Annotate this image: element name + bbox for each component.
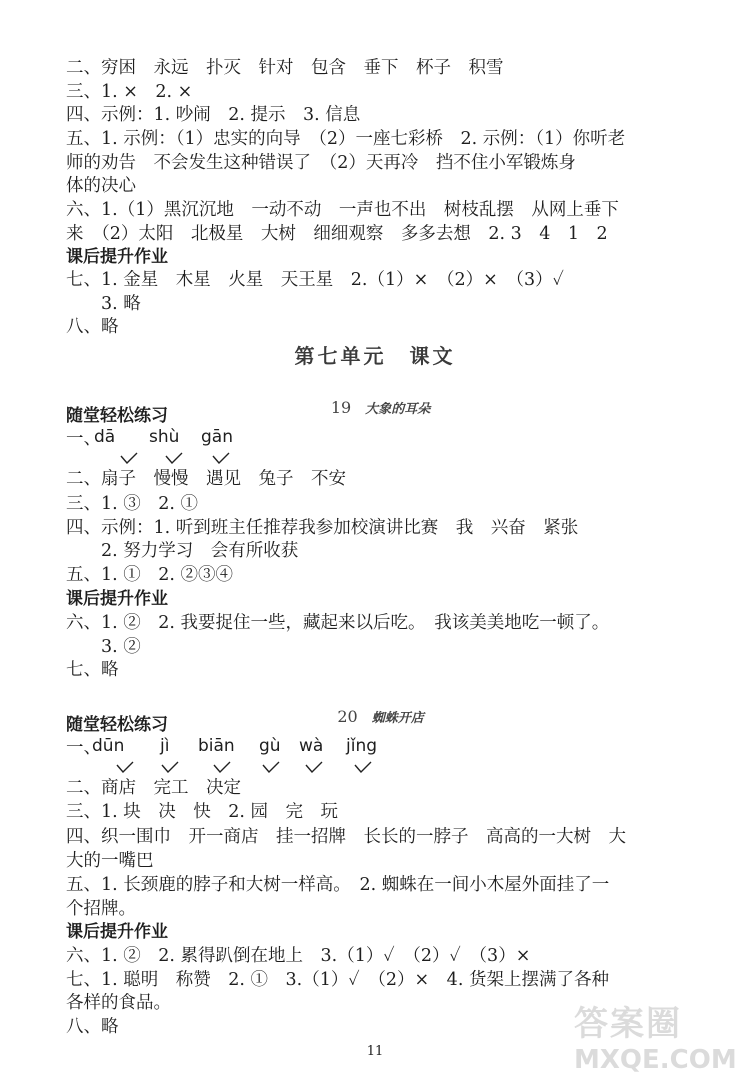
answer-line: 七、略: [66, 660, 119, 680]
watermark-logo: [574, 996, 744, 1084]
answer-line: 三、1. × 2. ×: [66, 82, 193, 102]
answer-line: 各样的食品。: [66, 993, 171, 1013]
answer-line: 体的决心: [66, 176, 136, 196]
answer-line: 五、1. 长颈鹿的脖子和大树一样高。 2. 蜘蛛在一间小木屋外面挂了一: [66, 875, 610, 895]
pinyin: gān: [201, 427, 233, 447]
answer-line: 五、1. 示例：（1）忠实的向导 （2）一座七彩桥 2. 示例：（1）你听老: [66, 129, 626, 149]
section-heading: 课后提升作业: [66, 922, 168, 942]
answer-line: 四、示例：1. 听到班主任推荐我参加校演讲比赛 我 兴奋 紧张: [66, 518, 579, 538]
pinyin: dūn: [92, 736, 125, 756]
section-heading: 课后提升作业: [66, 589, 168, 609]
check-mark-icon: [354, 761, 372, 773]
lesson-number: 20: [337, 707, 358, 726]
answer-line: 七、1. 金星 木星 火星 天王星 2.（1）× （2）× （3）✓: [66, 270, 564, 290]
answer-line: 五、1. ① 2. ②③④: [66, 565, 234, 585]
answer-line: 3. ②: [66, 637, 141, 657]
page-number: 11: [366, 1044, 384, 1059]
check-mark-icon: [305, 761, 323, 773]
pinyin: gù: [259, 736, 281, 756]
check-mark-icon: [212, 452, 230, 464]
check-mark-icon: [262, 761, 280, 773]
pinyin: jì: [160, 736, 170, 756]
section-heading: 课后提升作业: [66, 247, 168, 267]
check-mark-icon: [116, 761, 134, 773]
answer-line: 八、略: [66, 1017, 119, 1037]
answer-line: 一、: [66, 429, 101, 449]
answer-line: 二、商店 完工 决定: [66, 778, 241, 798]
lesson-number: 19: [330, 398, 352, 417]
check-mark-icon: [161, 761, 179, 773]
pinyin: wà: [299, 736, 324, 756]
check-mark-icon: [165, 452, 183, 464]
answer-line: 个招牌。: [66, 899, 136, 919]
answer-line: 一、: [66, 738, 101, 758]
answer-line: 二、穷困 永远 扑灭 针对 包含 垂下 杯子 积雪: [66, 58, 504, 78]
unit-title: 第七单元 课文: [294, 344, 456, 368]
answer-line: 六、1.（1）黑沉沉地 一动不动 一声也不出 树枝乱摆 从网上垂下: [66, 200, 619, 220]
watermark-text: 答案圈: [574, 1004, 682, 1044]
answer-line: 八、略: [66, 317, 119, 337]
answer-line: 2. 努力学习 会有所收获: [66, 541, 299, 561]
section-heading: 随堂轻松练习: [66, 406, 168, 426]
pinyin: dā: [94, 427, 116, 447]
section-heading: 随堂轻松练习: [66, 715, 168, 735]
watermark-url: MXQE.COM: [574, 1045, 737, 1075]
answer-line: 二、扇子 慢慢 遇见 兔子 不安: [66, 469, 346, 489]
lesson-name: 大象的耳朵: [365, 402, 431, 417]
pinyin: jǐng: [346, 736, 378, 756]
lesson-name: 蜘蛛开店: [371, 711, 424, 726]
answer-line: 三、1. ③ 2. ①: [66, 494, 199, 514]
answer-line: 3. 略: [66, 294, 141, 314]
answer-line: 六、1. ② 2. 我要捉住一些，藏起来以后吃。 我该美美地吃一顿了。: [66, 613, 610, 633]
check-mark-icon: [213, 761, 231, 773]
answer-line: 师的劝告 不会发生这种错误了 （2）天再冷 挡不住小军锻炼身: [66, 153, 576, 173]
pinyin: shù: [149, 427, 180, 447]
check-mark-icon: [120, 452, 138, 464]
answer-line: 六、1. ② 2. 累得趴倒在地上 3.（1）✓ （2）✓ （3）×: [66, 946, 531, 966]
pinyin: biān: [198, 736, 235, 756]
answer-line: 四、织一围巾 开一商店 挂一招牌 长长的一脖子 高高的一大树 大: [66, 827, 626, 847]
answer-line: 七、1. 聪明 称赞 2. ① 3.（1）✓ （2）× 4. 货架上摆满了各种: [66, 970, 609, 990]
answer-line: 大的一嘴巴: [66, 851, 154, 871]
answer-line: 来 （2）太阳 北极星 大树 细细观察 多多去想 2. 3 4 1 2: [66, 224, 608, 244]
answer-line: 三、1. 块 决 快 2. 园 完 玩: [66, 802, 339, 822]
answer-line: 四、示例：1. 吵闹 2. 提示 3. 信息: [66, 105, 361, 125]
